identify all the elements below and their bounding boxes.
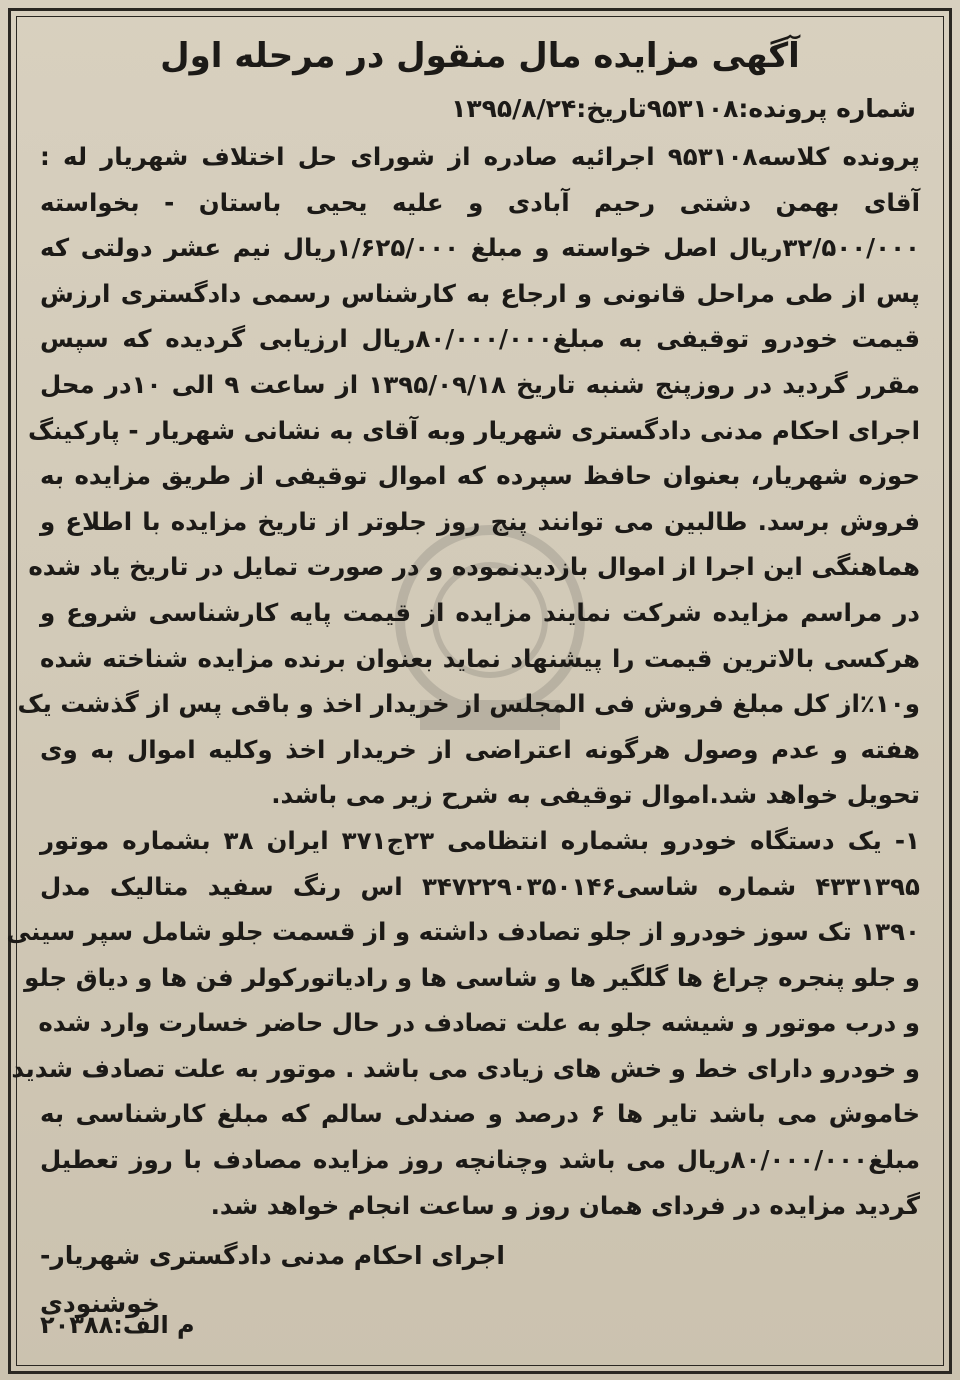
body-line: و۱۰٪از کل مبلغ فروش فی المجلس از خریدار اخذ و باقی پس از گذشت یک [17, 689, 920, 719]
body-line: حوزه شهریار، بعنوان حافظ سپرده که اموال توقیفی از طریق مزایده به [40, 461, 920, 491]
signature-line: اجرای احکام مدنی دادگستری شهریار-خوشنودی [40, 1241, 505, 1319]
body-line: تحویل خواهد شد.اموال توقیفی به شرح زیر می باشد. [271, 780, 920, 810]
body-line: ۳۲/۵۰۰/۰۰۰ریال اصل خواسته و مبلغ ۱/۶۲۵/۰۰۰ریال نیم عشر دولتی که [40, 233, 920, 263]
body-line: آقای بهمن دشتی رحیم آبادی و علیه یحیی باستان - بخواسته [40, 187, 920, 217]
body-line: خاموش می باشد تایر ها ۶ درصد و صندلی سالم که مبلغ کارشناسی به [40, 1099, 920, 1129]
body-line: فروش برسد. طالبین می توانند پنج روز جلوتر از تاریخ مزایده با اطلاع و [40, 506, 920, 536]
file-number-date: شماره پرونده:۹۵۳۱۰۸تاریخ:۱۳۹۵/۸/۲۴ [451, 94, 916, 123]
notice-title: آگهی مزایده مال منقول در مرحله اول [160, 36, 800, 76]
body-line: گردید مزایده در فردای همان روز و ساعت انجام خواهد شد. [210, 1190, 920, 1220]
body-line: پرونده کلاسه۹۵۳۱۰۸ اجرائیه صادره از شورای حل اختلاف شهریار له : [40, 142, 920, 171]
body-line: و خودرو دارای خط و خش های زیادی می باشد . موتور به علت تصادف شدید [11, 1053, 920, 1083]
body-line: هماهنگی این اجرا از اموال بازدیدنموده و در صورت تمایل در تاریخ یاد شده [28, 552, 920, 582]
body-line: مقرر گردید در روزپنج شنبه تاریخ ۱۳۹۵/۰۹/۱۸ از ساعت ۹ الی ۱۰در محل [40, 369, 921, 399]
notice-body [6, 28, 921, 1328]
body-line: در مراسم مزایده شرکت نمایند مزایده از قیمت پایه کارشناسی شروع و [40, 597, 920, 627]
body-line: هرکسی بالاترین قیمت را پیشنهاد نماید بعنوان برنده مزایده شناخته شده [40, 643, 920, 673]
body-line: و جلو پنجره چراغ ها گلگیر ها و شاسی ها و رادیاتورکولر فن ها و دیاق جلو [24, 962, 920, 992]
body-line: پس از طی مراحل قانونی و ارجاع به کارشناس رسمی دادگستری ارزش [40, 278, 920, 308]
body-line: مبلغ۸۰/۰۰۰/۰۰۰ریال می باشد وچنانچه روز مزایده مصادف با روز تعطیل [40, 1145, 920, 1175]
body-line: ۱- یک دستگاه خودرو بشماره انتظامی ۲۳ج۳۷۱ ایران ۳۸ بشماره موتور [40, 825, 920, 855]
reference-number: م الف:۲۰۳۸۸ [40, 1311, 195, 1339]
body-line: ۴۳۳۱۳۹۵ شماره شاسی۳۴۷۲۲۹۰۳۵۰۱۴۶ اس رنگ سفید متالیک مدل [40, 871, 920, 901]
body-line: و درب موتور و شیشه جلو به علت تصادف در حال حاضر خسارت وارد شده [38, 1008, 920, 1038]
body-line: قیمت خودرو توقیفی به مبلغ۸۰/۰۰۰/۰۰۰ریال ارزیابی گردیده که سپس [40, 324, 920, 354]
body-line: هفته و عدم وصول هرگونه اعتراضی از خریدار اخذ وکلیه اموال به وی [40, 734, 920, 764]
body-line: اجرای احکام مدنی دادگستری شهریار وبه آقای به نشانی شهریار - پارکینگ [28, 415, 920, 445]
body-line: ۱۳۹۰ تک سوز خودرو از جلو تصادف داشته و از قسمت جلو شامل سپر سینی [6, 917, 920, 947]
